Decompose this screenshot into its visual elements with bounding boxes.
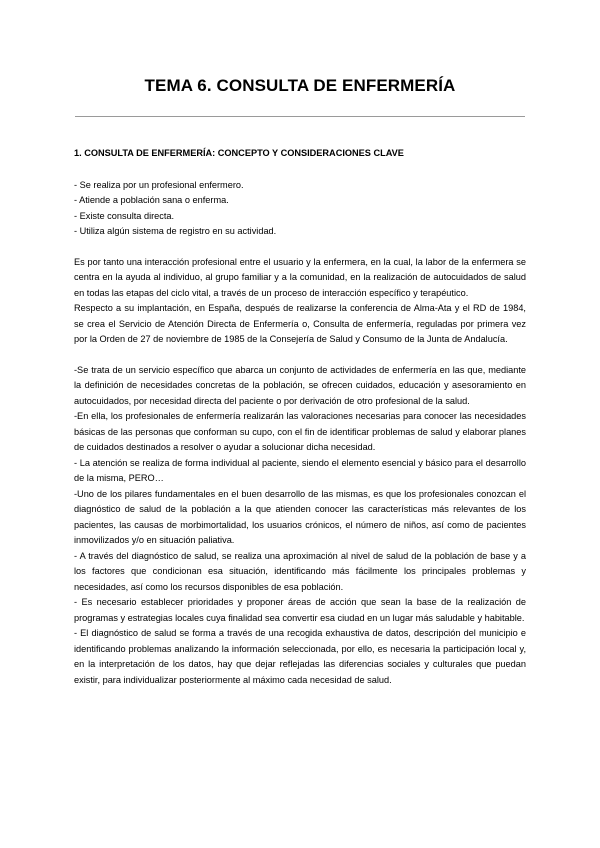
paragraph: - La atención se realiza de forma individual al paciente, siendo el elemento esencial y básico para el desarrollo de la misma, PERO…: [74, 457, 526, 483]
paragraph: Es por tanto una interacción profesional entre el usuario y la enfermera, en la cual, la labor de la enfermera se centra en la ayuda al individuo, al grupo familiar y a la comunidad, en la realización de autocuidados de salud en todas las etapas del ciclo vital, a través de un proceso de interacción específico y terapéutico.: [74, 256, 526, 298]
paragraph: Respecto a su implantación, en España, después de realizarse la conferencia de Alma-Ata y el RD de 1984, se crea el Servicio de Atención Directa de Enfermería o, Consulta de enfermería, reguladas por primera vez por la Orden de 27 de noviembre de 1985 de la Consejería de Salud y Consumo de la Junta de Andalucía.: [74, 303, 526, 344]
bullet-item: - Se realiza por un profesional enfermero.: [74, 179, 244, 190]
paragraph: -En ella, los profesionales de enfermería realizarán las valoraciones necesarias para conocer las necesidades básicas de las personas que conforman su cupo, con el fin de identificar problemas de salud y elaborar planes de cuidados destinados a resolver o ayudar a solucionar dicha necesidad.: [74, 411, 526, 452]
bullet-item: - Atiende a población sana o enferma.: [74, 195, 229, 205]
section-heading: 1. CONSULTA DE ENFERMERÍA: CONCEPTO Y CONSIDERACIONES CLAVE: [74, 148, 404, 158]
paragraph: -Se trata de un servicio específico que abarca un conjunto de actividades de enfermería en las que, mediante la definición de necesidades concretas de la población, se ofrecen cuidados, educación y asesoramiento en autocuidados, por necesidad directa del paciente o por derivación de otro profesional de la salud.: [74, 364, 526, 406]
document-body: [74, 146, 526, 688]
page-title: TEMA 6. CONSULTA DE ENFERMERÍA: [144, 76, 456, 95]
paragraph: - A través del diagnóstico de salud, se realiza una aproximación al nivel de salud de la población de base y a los factores que condicionan esa situación, identificando más fácilmente los principales problemas y necesidades, así como los recursos disponibles de esa población.: [74, 550, 526, 592]
paragraph: - El diagnóstico de salud se forma a través de una recogida exhaustiva de datos, descripción del municipio e identificando problemas analizando la información seleccionada, por ello, es necesaria la participación local y, en la interpretación de los datos, hay que dejar reflejadas las diferencias sociales y culturales que puedan existir, para individualizar posteriormente al máximo cada necesidad de salud.: [74, 628, 526, 685]
paragraph-spacer: [74, 348, 526, 363]
bullet-list: [74, 178, 526, 240]
paragraph: - Es necesario establecer prioridades y proponer áreas de acción que sean la base de la realización de programas y estrategias locales cuya finalidad sea convertir esa ciudad en un lugar más saludable y habitable.: [74, 597, 526, 623]
paragraph: -Uno de los pilares fundamentales en el buen desarrollo de las mismas, es que los profesionales conozcan el diagnóstico de salud de la población a la que atienden conocer las características más relevantes de los pacientes, las causas de morbimortalidad, los usuarios crónicos, el número de niños, así como de pacientes inmovilizados y/o en situación paliativa.: [74, 488, 526, 545]
title-divider: [75, 116, 525, 117]
bullet-item: - Existe consulta directa.: [74, 210, 175, 221]
bullet-item: - Utiliza algún sistema de registro en su actividad.: [74, 226, 277, 236]
